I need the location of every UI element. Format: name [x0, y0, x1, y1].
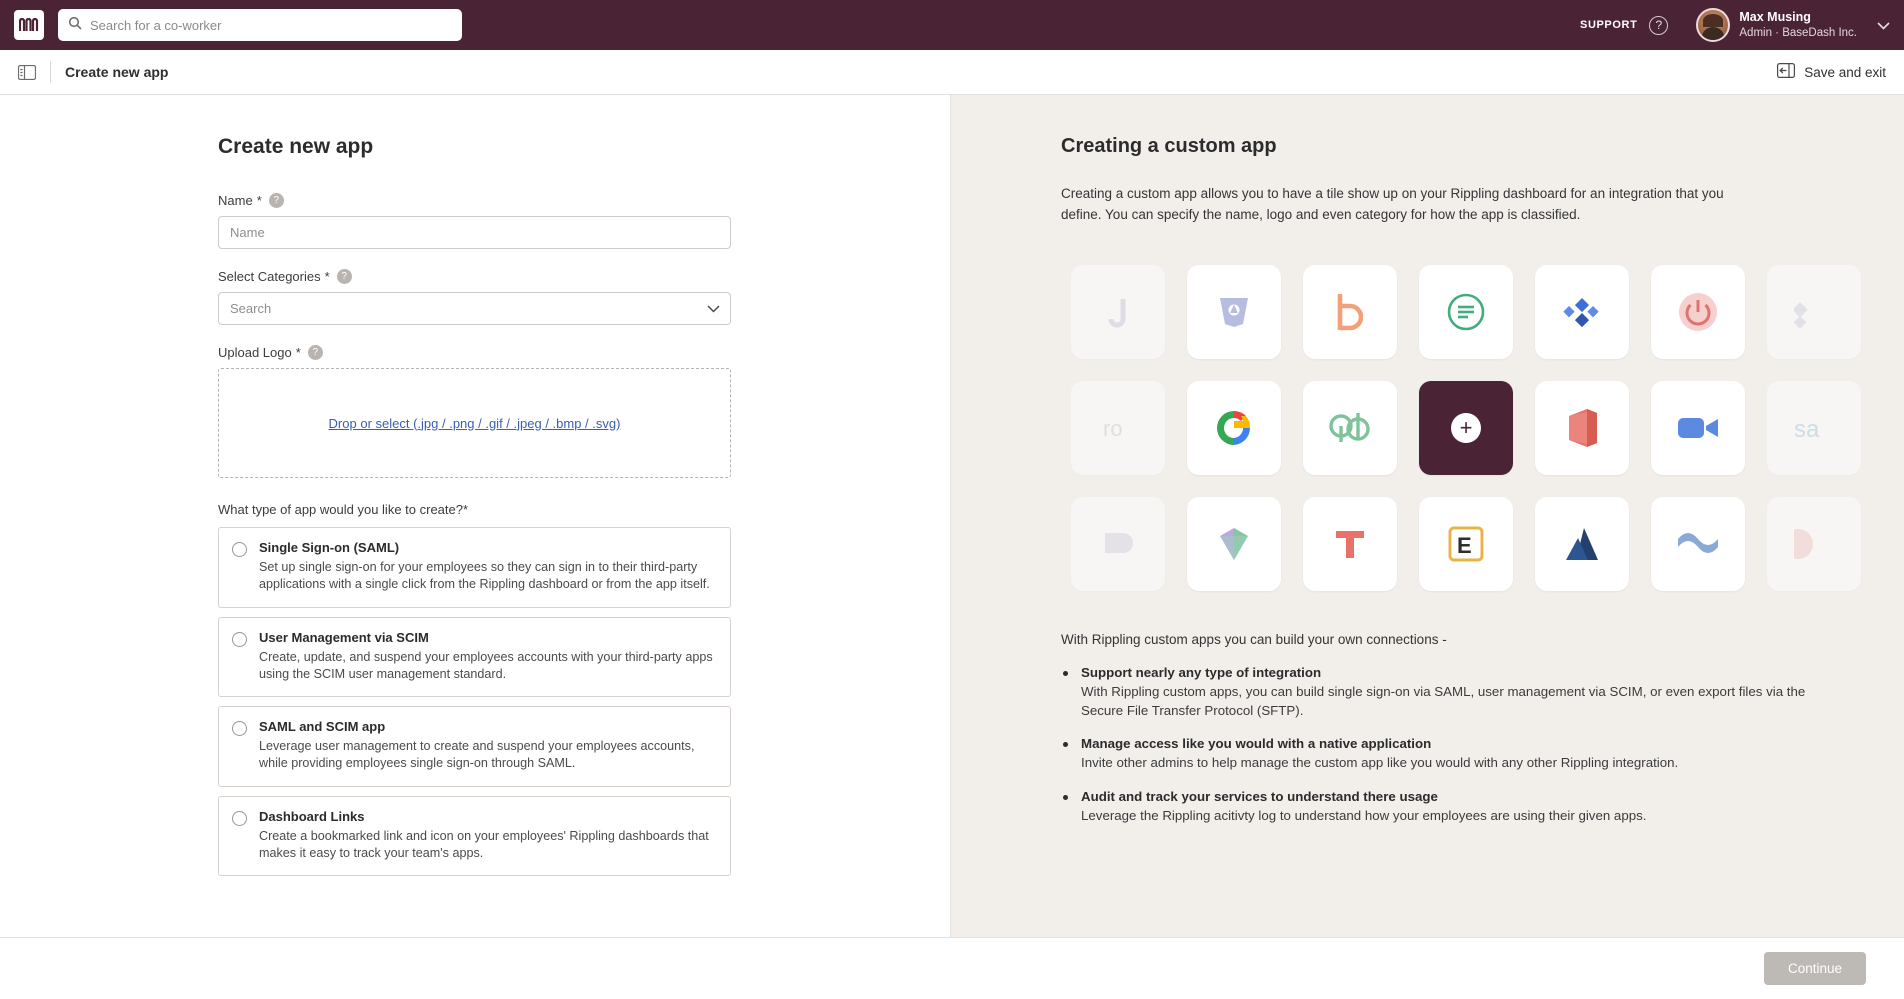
option-description: Create, update, and suspend your employees accounts with your third-party apps using the SCIM user management standard.	[259, 649, 713, 681]
name-input[interactable]	[218, 216, 731, 249]
app-tile-cell	[1756, 254, 1872, 370]
option-title: Single Sign-on (SAML)	[259, 540, 400, 555]
form-inner	[0, 95, 950, 876]
create-app-form-pane	[0, 95, 951, 999]
benefit-title: Support nearly any type of integration	[1081, 664, 1322, 680]
app-tile-cell	[1524, 254, 1640, 370]
option-title: Dashboard Links	[259, 808, 365, 824]
option-title: User Management via SCIM	[259, 629, 429, 645]
categories-field-group	[218, 269, 950, 325]
save-and-exit-label: Save and exit	[1804, 64, 1886, 80]
sub-header-bar	[0, 50, 1904, 95]
app-tile-cell	[1640, 486, 1756, 602]
app-tile-cell	[1176, 486, 1292, 602]
header-divider	[50, 61, 51, 83]
support-label[interactable]: SUPPORT	[1580, 19, 1638, 31]
app-tile-create-custom-app[interactable]	[1419, 381, 1513, 475]
benefit-description: Leverage the Rippling acitivty log to understand how your employees are using their given apps.	[1081, 807, 1647, 823]
chevron-down-icon[interactable]	[1877, 18, 1890, 33]
radio-icon[interactable]	[232, 721, 247, 736]
info-heading: Creating a custom app	[1061, 135, 1277, 157]
upload-logo-label-row	[218, 345, 950, 360]
app-tile-cell	[1756, 370, 1872, 486]
app-tile-cell	[1060, 370, 1176, 486]
option-description: Set up single sign-on for your employees so they can sign in to their third-party applications with a single click from the Rippling dashboard or from the app itself.	[259, 560, 710, 592]
app-tile-partial-right-3	[1767, 497, 1861, 591]
app-tile-cell	[1524, 370, 1640, 486]
app-tile-brex[interactable]	[1303, 265, 1397, 359]
app-tile-quickbooks[interactable]	[1303, 381, 1397, 475]
app-tile-partial-right-1	[1767, 265, 1861, 359]
option-user-management-via-scim[interactable]	[218, 617, 731, 698]
logo-dropzone[interactable]	[218, 368, 731, 478]
search-icon	[68, 16, 82, 35]
form-heading: Create new app	[218, 135, 374, 158]
upload-logo-required-marker: *	[295, 345, 301, 360]
app-tile-tmobile[interactable]	[1303, 497, 1397, 591]
benefit-title: Manage access like you would with a native application	[1081, 736, 1432, 752]
app-tile-dropbox[interactable]	[1535, 265, 1629, 359]
option-dashboard-links[interactable]	[218, 796, 731, 877]
upload-logo-label: Upload Logo	[218, 345, 292, 360]
list-item	[1061, 736, 1821, 772]
continue-button[interactable]: Continue	[1764, 952, 1866, 985]
categories-label: Select Categories	[218, 269, 321, 284]
app-tile-cell	[1640, 254, 1756, 370]
app-type-question	[218, 502, 950, 517]
help-icon[interactable]: ?	[269, 193, 284, 208]
name-label-row	[218, 193, 950, 208]
app-tile-cell	[1292, 254, 1408, 370]
categories-select-wrap	[218, 292, 731, 325]
app-tile-cell	[1060, 254, 1176, 370]
svg-text:ro: ro	[1103, 415, 1123, 441]
app-tile-zoom[interactable]	[1651, 381, 1745, 475]
option-saml-and-scim-app[interactable]	[218, 706, 731, 787]
exit-arrow-icon	[1777, 63, 1795, 81]
categories-required-marker: *	[324, 269, 330, 284]
app-tile-cell	[1408, 486, 1524, 602]
main-content	[0, 95, 1904, 999]
app-tile-partial-left-1	[1071, 265, 1165, 359]
app-tile-expensify[interactable]	[1419, 265, 1513, 359]
search-box[interactable]	[58, 9, 462, 41]
user-menu[interactable]	[1696, 8, 1857, 42]
option-description: Create a bookmarked link and icon on your employees' Rippling dashboards that makes it easy to track your team's apps.	[259, 828, 709, 860]
app-tile-cell	[1292, 486, 1408, 602]
name-field-group	[218, 193, 950, 249]
upload-logo-group	[218, 345, 950, 478]
top-navigation-bar	[0, 0, 1904, 50]
app-tile-bitbucket[interactable]	[1187, 265, 1281, 359]
drop-or-select-link[interactable]: Drop or select (.jpg / .png / .gif / .jpeg / .bmp / .svg)	[328, 415, 621, 431]
page-title: Create new app	[65, 64, 169, 80]
app-tile-cell	[1408, 370, 1524, 486]
info-intro-text: Creating a custom app allows you to have a tile show up on your Rippling dashboard for an integration that you define. You can specify the name, logo and even category for how the app is classified.	[1061, 186, 1724, 222]
radio-icon[interactable]	[232, 542, 247, 557]
app-tile-zendesk[interactable]	[1651, 497, 1745, 591]
app-type-required-marker: *	[462, 502, 469, 517]
categories-select-input[interactable]	[218, 292, 731, 325]
panel-toggle-icon[interactable]	[18, 65, 36, 80]
rippling-logo-icon[interactable]	[14, 10, 44, 40]
benefit-description: With Rippling custom apps, you can build single sign-on via SAML, user management via SCIM, or even export files via the Secure File Transfer Protocol (SFTP).	[1081, 683, 1806, 719]
app-tile-atlassian[interactable]	[1535, 497, 1629, 591]
app-tile-cell	[1408, 254, 1524, 370]
user-name: Max Musing	[1739, 10, 1811, 24]
svg-text:E: E	[1457, 532, 1472, 558]
app-tile-power[interactable]	[1651, 265, 1745, 359]
benefit-title: Audit and track your services to understand there usage	[1081, 788, 1438, 804]
app-tile-cell	[1524, 486, 1640, 602]
radio-icon[interactable]	[232, 811, 247, 826]
name-label: Name	[218, 193, 253, 208]
help-icon[interactable]: ?	[308, 345, 323, 360]
avatar	[1696, 8, 1730, 42]
topbar-right-cluster	[1580, 8, 1890, 42]
app-tile-google[interactable]	[1187, 381, 1281, 475]
option-title: SAML and SCIM app	[259, 719, 386, 734]
app-tile-partial-right-2	[1767, 381, 1861, 475]
app-tile-grid	[1060, 254, 1872, 602]
app-tile-sketch[interactable]	[1187, 497, 1281, 591]
app-tile-evernote[interactable]	[1419, 497, 1513, 591]
option-description: Leverage user management to create and suspend your employees accounts, while providing employees single sign-on through SAML.	[259, 739, 695, 771]
save-and-exit-button[interactable]	[1777, 63, 1886, 81]
footer-bar	[0, 937, 1904, 999]
help-icon[interactable]: ?	[337, 269, 352, 284]
option-single-sign-on-saml[interactable]	[218, 527, 731, 608]
benefit-description: Invite other admins to help manage the custom app like you would with any other Rippling integration.	[1081, 755, 1679, 771]
benefits-list	[1061, 665, 1821, 825]
app-tile-partial-left-2	[1071, 381, 1165, 475]
user-text	[1739, 10, 1857, 40]
app-tile-cell	[1176, 370, 1292, 486]
name-required-marker: *	[256, 193, 262, 208]
app-tile-cell	[1292, 370, 1408, 486]
app-tile-cell	[1176, 254, 1292, 370]
search-input[interactable]	[90, 18, 452, 33]
info-subline: With Rippling custom apps you can build your own connections -	[1061, 631, 1447, 647]
question-mark-icon[interactable]: ?	[1649, 16, 1668, 35]
list-item	[1061, 789, 1821, 825]
user-role: Admin · BaseDash Inc.	[1739, 26, 1857, 39]
categories-label-row	[218, 269, 950, 284]
app-type-question-text: What type of app would you like to create?	[218, 502, 463, 517]
app-tile-partial-left-3	[1071, 497, 1165, 591]
app-tile-cell	[1640, 370, 1756, 486]
radio-icon[interactable]	[232, 632, 247, 647]
plus-icon: +	[1451, 413, 1481, 443]
info-pane	[951, 95, 1904, 999]
app-tile-cell	[1756, 486, 1872, 602]
list-item	[1061, 665, 1821, 721]
app-tile-cell	[1060, 486, 1176, 602]
app-tile-microsoft-office[interactable]	[1535, 381, 1629, 475]
svg-text:sa: sa	[1794, 415, 1820, 443]
